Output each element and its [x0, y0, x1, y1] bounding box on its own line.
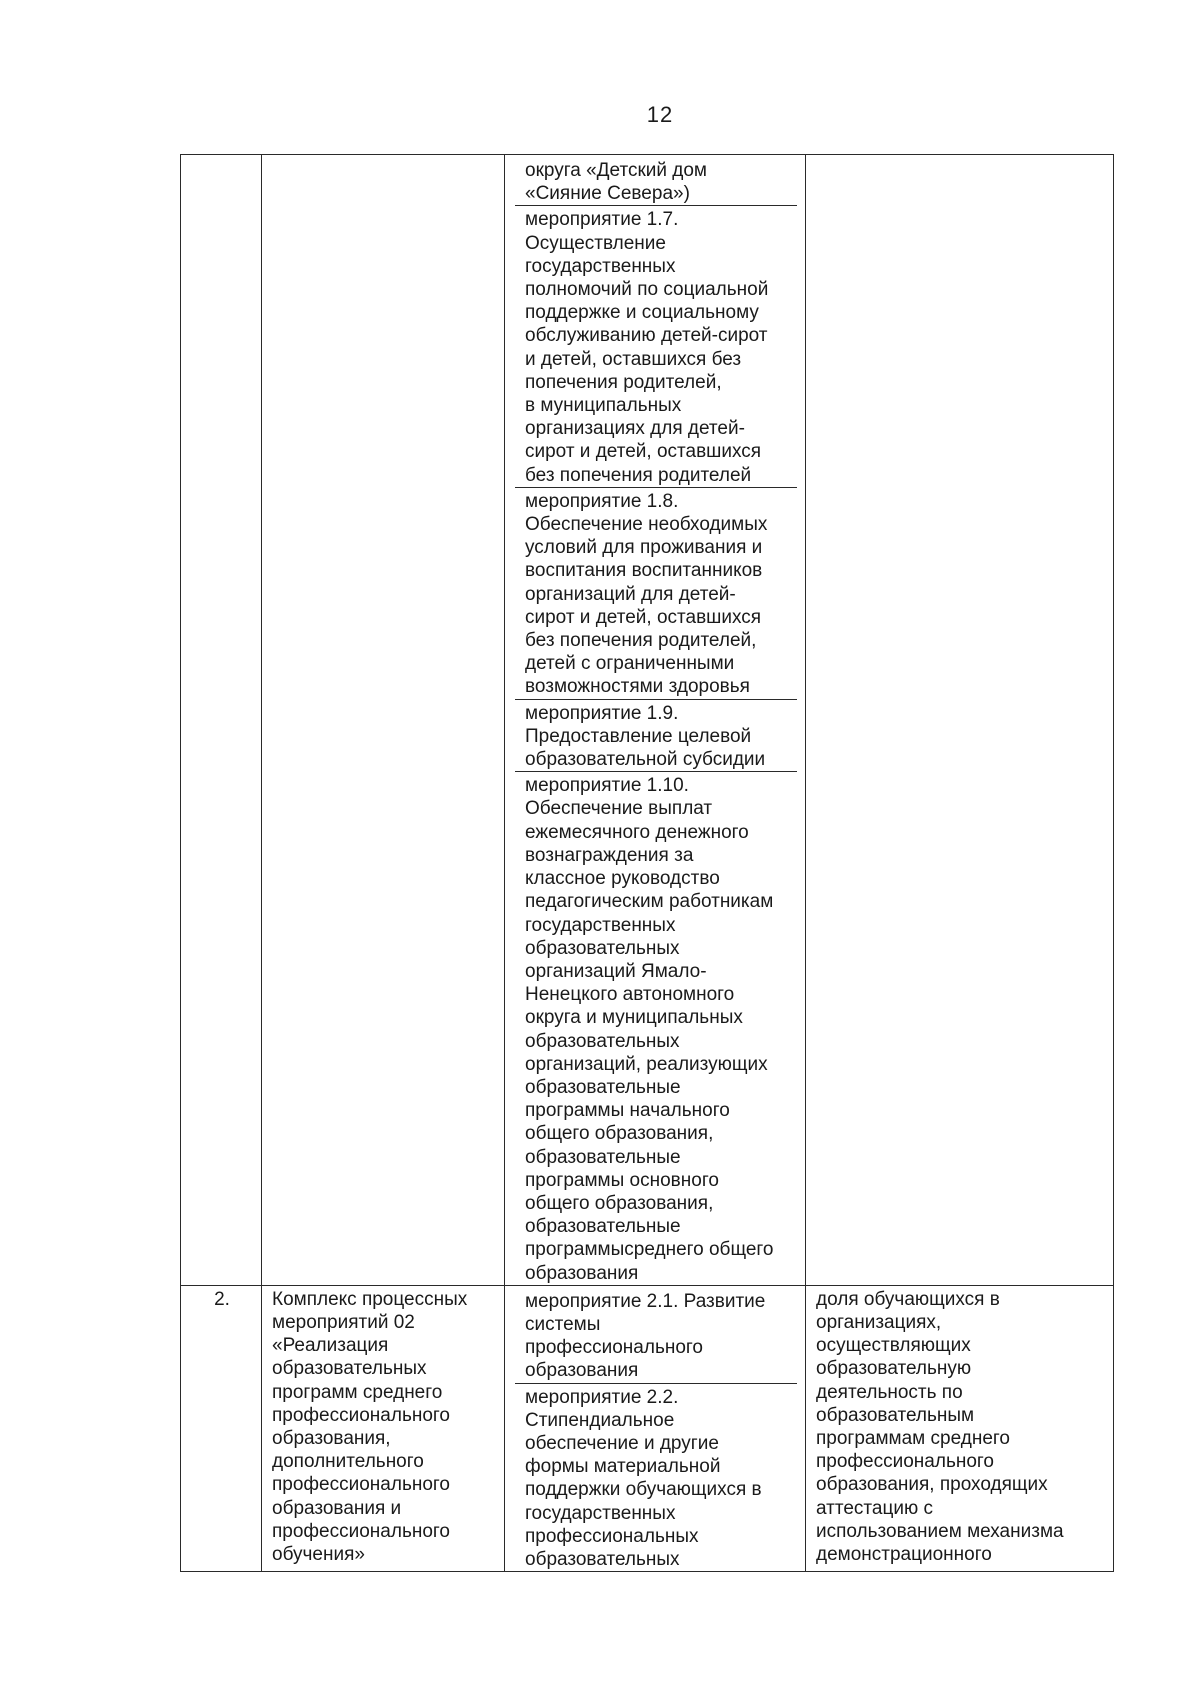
table-row-continuation — [181, 155, 1114, 1286]
indicator-cell — [806, 1285, 1114, 1571]
event-item: округа «Детский дом «Сияние Севера») — [515, 157, 797, 206]
events-cell — [505, 155, 806, 1286]
event-item: мероприятие 1.8. Обеспечение необходимых условий для проживания и воспитания воспитанников организаций для детей- сирот и детей, оставшихся без попечения родителей, детей с ограниченными возможностями здоровья — [515, 488, 797, 700]
complex-cell — [262, 155, 505, 1286]
event-item: мероприятие 1.10. Обеспечение выплат ежемесячного денежного вознаграждения за классное руководство педагогическим работникам государственных образовательных организаций Ямало- Ненецкого автономного округа и муниципальных образовательных организаций, реализующих образовательные программы начального общего образования, образовательные программы основного общего образования, образовательные программысреднего общего образования — [525, 775, 774, 1284]
indicator-text: доля обучающихся в организациях, осуществляющих образовательную деятельность по образовательным программам среднего профессионального образования, проходящих аттестацию с использованием механизма демонстрационного — [816, 1288, 1064, 1565]
complex-cell — [262, 1285, 505, 1571]
events-cell — [505, 1285, 806, 1571]
complex-name: Комплекс процессных мероприятий 02 «Реализация образовательных программ среднего профессионального образования, дополнительного профессионального образования и профессионального обучения» — [272, 1288, 468, 1565]
event-item: мероприятие 1.9. Предоставление целевой образовательной субсидии — [515, 700, 797, 773]
table-row-2 — [181, 1285, 1114, 1571]
row-number-cell — [181, 155, 262, 1286]
page-number: 12 — [646, 102, 674, 127]
event-item: мероприятие 2.1. Развитие системы профессионального образования — [515, 1288, 797, 1384]
row-number-cell — [181, 1285, 262, 1571]
indicator-cell — [806, 155, 1114, 1286]
event-item: мероприятие 2.2. Стипендиальное обеспечение и другие формы материальной поддержки обучающихся в государственных профессиональных образовательных — [525, 1386, 762, 1570]
event-item: мероприятие 1.7. Осуществление государственных полномочий по социальной поддержке и социальному обслуживанию детей-сирот и детей, оставшихся без попечения родителей, в муниципальных организациях для детей- сирот и детей, оставшихся без попечения родителей — [515, 206, 797, 487]
program-table — [180, 154, 1114, 1572]
row-number: 2. — [214, 1288, 230, 1310]
